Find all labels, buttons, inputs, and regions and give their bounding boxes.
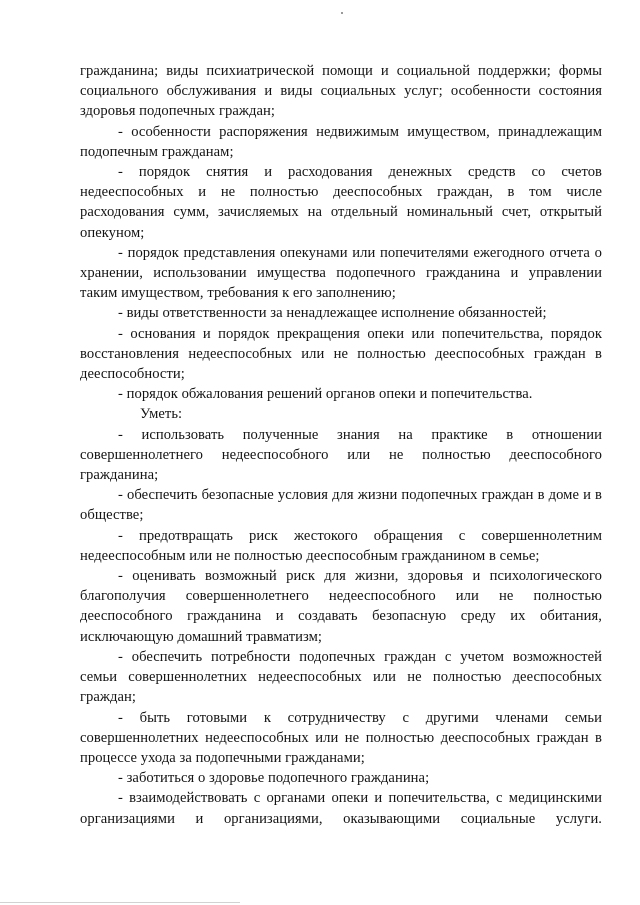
paragraph-14: - быть готовыми к сотрудничеству с другими членами семьи совершеннолетних недееспособных или не полностью дееспособных граждан в процессе ухода за подопечными гражданами; <box>80 709 602 766</box>
scan-bottom-edge <box>0 902 240 903</box>
section-heading-umet: Уметь: <box>140 406 183 423</box>
paragraph-11: - предотвращать риск жестокого обращения с совершеннолетним недееспособным или не полностью дееспособным гражданином в семье; <box>80 527 602 564</box>
paragraph-5: - виды ответственности за ненадлежащее исполнение обязанностей; <box>118 305 547 322</box>
paragraph-2: - особенности распоряжения недвижимым имуществом, принадлежащим подопечным гражданам; <box>80 123 602 160</box>
paragraph-4: - порядок представления опекунами или попечителями ежегодного отчета о хранении, использовании имущества подопечного гражданина и управлении таким имуществом, требования к его заполнению; <box>80 244 602 302</box>
paragraph-16: - взаимодействовать с органами опеки и попечительства, с медицинскими организациями и организациями, оказывающими социальные услуги. <box>80 790 602 827</box>
paragraph-15: - заботиться о здоровье подопечного гражданина; <box>118 770 430 787</box>
paragraph-1: гражданина; виды психиатрической помощи и социальной поддержки; формы социального обслуживания и виды социальных услуг; особенности состояния здоровья подопечных граждан; <box>80 63 602 120</box>
paragraph-10: - обеспечить безопасные условия для жизни подопечных граждан в доме и в обществе; <box>80 487 602 524</box>
paragraph-12: - оценивать возможный риск для жизни, здоровья и психологического благополучия совершеннолетнего недееспособного или не полностью дееспособного гражданина и создавать безопасную среду их обитания, исключающую домашний травматизм; <box>80 568 602 645</box>
paragraph-3: - порядок снятия и расходования денежных средств со счетов недееспособных и не полностью дееспособных граждан, в том числе расходования сумм, зачисляемых на отдельный номинальный счет, открытый опекуном; <box>80 164 602 241</box>
document-body <box>80 61 602 829</box>
paragraph-7: - порядок обжалования решений органов опеки и попечительства. <box>118 386 533 403</box>
paragraph-13: - обеспечить потребности подопечных граждан с учетом возможностей семьи совершеннолетних недееспособных или не полностью дееспособных граждан; <box>80 648 602 706</box>
paragraph-9: - использовать полученные знания на практике в отношении совершеннолетнего недееспособного или не полностью дееспособного гражданина; <box>80 426 602 484</box>
paragraph-6: - основания и порядок прекращения опеки или попечительства, порядок восстановления недееспособных или не полностью дееспособных граждан в дееспособности; <box>80 325 602 383</box>
scan-speck <box>341 12 343 14</box>
